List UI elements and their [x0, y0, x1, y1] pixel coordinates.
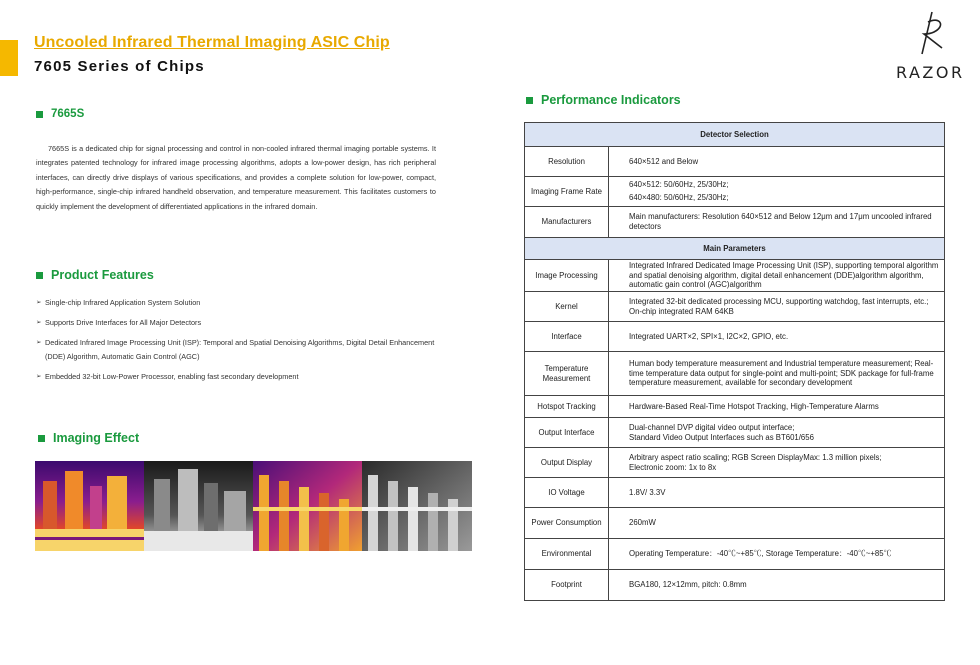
detector-selection-header-row — [525, 123, 945, 147]
thermal-image-ironbow-city — [35, 461, 144, 551]
row-value-line: Integrated Infrared Dedicated Image Processing Unit (ISP), supporting temporal algorithm and spatial denoising algorithm, digital detail enhancement (DDE)algorithm algorithm, automatic gain control (AGC)algorithm — [629, 261, 939, 290]
row-value-line: Operating Temperature：-40℃~+85℃, Storage Temperature：-40℃~+85℃ — [629, 549, 892, 559]
detector-selection-header: Detector Selection — [525, 123, 945, 147]
row-value — [609, 570, 945, 601]
row-label: Power Consumption — [525, 508, 609, 539]
table-row — [525, 177, 945, 207]
row-label: Imaging Frame Rate — [525, 177, 609, 207]
table-row — [525, 207, 945, 238]
thermal-image-strip — [35, 461, 472, 551]
thermal-image-white-hot-city — [144, 461, 253, 551]
row-value-line: Integrated UART×2, SPI×1, I2C×2, GPIO, etc. — [629, 331, 789, 341]
performance-heading — [526, 93, 681, 107]
performance-heading-text: Performance Indicators — [541, 93, 681, 107]
main-parameters-header-row — [525, 238, 945, 260]
row-value-line: 640×480: 50/60Hz, 25/30Hz; — [629, 193, 729, 202]
razor-logo-text: RAZOR — [896, 63, 965, 82]
row-value-line: BGA180, 12×12mm, pitch: 0.8mm — [629, 580, 747, 590]
row-value — [609, 177, 945, 207]
razor-logo-mark — [914, 8, 948, 56]
row-value-line: Electronic zoom: 1x to 8x — [629, 462, 717, 472]
main-parameters-header: Main Parameters — [525, 238, 945, 260]
row-label: Output Display — [525, 448, 609, 478]
row-label: Temperature Measurement — [525, 352, 609, 396]
accent-bar — [0, 40, 18, 76]
row-value-line: Standard Video Output Interfaces such as BT601/656 — [629, 432, 814, 442]
row-label: Hotspot Tracking — [525, 396, 609, 418]
row-value — [609, 147, 945, 177]
model-description: 7665S is a dedicated chip for signal processing and control in non-cooled infrared thermal imaging portable systems. It integrates patented technology for infrared image processing algorithms, adopts a low-power design, has rich peripheral interfaces, can directly drive displays of various specifications, and provides a complete solution for low-power, compact, high-performance, single-chip infrared handheld observation, and temperature measurement. This facilitates customers to quickly implement the development of differentiated applications in the infrared domain. — [36, 144, 436, 211]
table-row — [525, 448, 945, 478]
row-value-line: Arbitrary aspect ratio scaling; RGB Screen DisplayMax: 1.3 million pixels; — [629, 452, 882, 462]
row-value — [609, 396, 945, 418]
row-label: Environmental — [525, 539, 609, 570]
page-title: Uncooled Infrared Thermal Imaging ASIC Chip — [34, 34, 390, 51]
table-row — [525, 418, 945, 448]
table-row — [525, 322, 945, 352]
table-row — [525, 352, 945, 396]
row-value-line: Hardware-Based Real-Time Hotspot Tracking, High-Temperature Alarms — [629, 401, 879, 411]
row-value-line: Integrated 32-bit dedicated processing MCU, supporting watchdog, fast interrupts, etc.; On-chip integrated RAM 64KB — [629, 296, 929, 316]
imaging-heading-text: Imaging Effect — [53, 431, 140, 445]
row-value-line: 640×512 and Below — [629, 156, 699, 166]
row-label: Footprint — [525, 570, 609, 601]
features-heading — [36, 268, 154, 282]
row-value — [609, 418, 945, 448]
performance-table — [524, 122, 945, 601]
thermal-image-ironbow-bridge — [253, 461, 362, 551]
feature-item: ➢ Embedded 32-bit Low-Power Processor, enabling fast secondary development — [36, 370, 436, 384]
row-value — [609, 292, 945, 322]
row-label: Image Processing — [525, 260, 609, 292]
row-label: IO Voltage — [525, 478, 609, 508]
table-row — [525, 260, 945, 292]
section-bullet-icon — [526, 97, 533, 104]
row-label: Resolution — [525, 147, 609, 177]
row-value-line: Dual-channel DVP digital video output interface; — [629, 422, 795, 432]
row-label: Output Interface — [525, 418, 609, 448]
features-heading-text: Product Features — [51, 268, 154, 282]
table-row — [525, 570, 945, 601]
model-heading — [36, 108, 84, 120]
row-value — [609, 448, 945, 478]
row-value-line: 1.8V/ 3.3V — [629, 487, 666, 497]
row-label: Kernel — [525, 292, 609, 322]
row-value — [609, 322, 945, 352]
table-row — [525, 539, 945, 570]
row-value — [609, 478, 945, 508]
row-value — [609, 352, 945, 396]
feature-item: ➢ Supports Drive Interfaces for All Major Detectors — [36, 316, 436, 330]
feature-item: ➢ Single-chip Infrared Application System Solution — [36, 296, 436, 310]
model-heading-text: 7665S — [51, 108, 85, 120]
table-row — [525, 478, 945, 508]
features-list — [36, 296, 436, 390]
row-value — [609, 508, 945, 539]
row-value — [609, 207, 945, 238]
razor-logo — [886, 8, 976, 82]
section-bullet-icon — [36, 111, 43, 118]
section-bullet-icon — [38, 435, 45, 442]
feature-item: ➢ Dedicated Infrared Image Processing Unit (ISP): Temporal and Spatial Denoising Algorithms, Digital Detail Enhancement (DDE) Algorithm, Automatic Gain Control (AGC) — [36, 336, 436, 364]
table-row — [525, 292, 945, 322]
row-value — [609, 260, 945, 292]
section-bullet-icon — [36, 272, 43, 279]
table-row — [525, 147, 945, 177]
row-value-line: 260mW — [629, 518, 656, 528]
row-value-line: 640×512: 50/60Hz, 25/30Hz; — [629, 180, 729, 190]
row-value — [609, 539, 945, 570]
imaging-heading — [38, 431, 139, 445]
table-row — [525, 396, 945, 418]
row-value-line: Main manufacturers: Resolution 640×512 and Below 12μm and 17μm uncooled infrared detectors — [629, 212, 932, 231]
page-subtitle: 7605 Series of Chips — [34, 58, 205, 75]
thermal-image-white-hot-bridge — [362, 461, 472, 551]
table-row — [525, 508, 945, 539]
row-label: Interface — [525, 322, 609, 352]
row-label: Manufacturers — [525, 207, 609, 238]
row-value-line: Human body temperature measurement and Industrial temperature measurement; Real-time temperature data output for single-point and multi-point; SDK package for full-frame temperature measurement, available for secondary development — [629, 359, 934, 388]
